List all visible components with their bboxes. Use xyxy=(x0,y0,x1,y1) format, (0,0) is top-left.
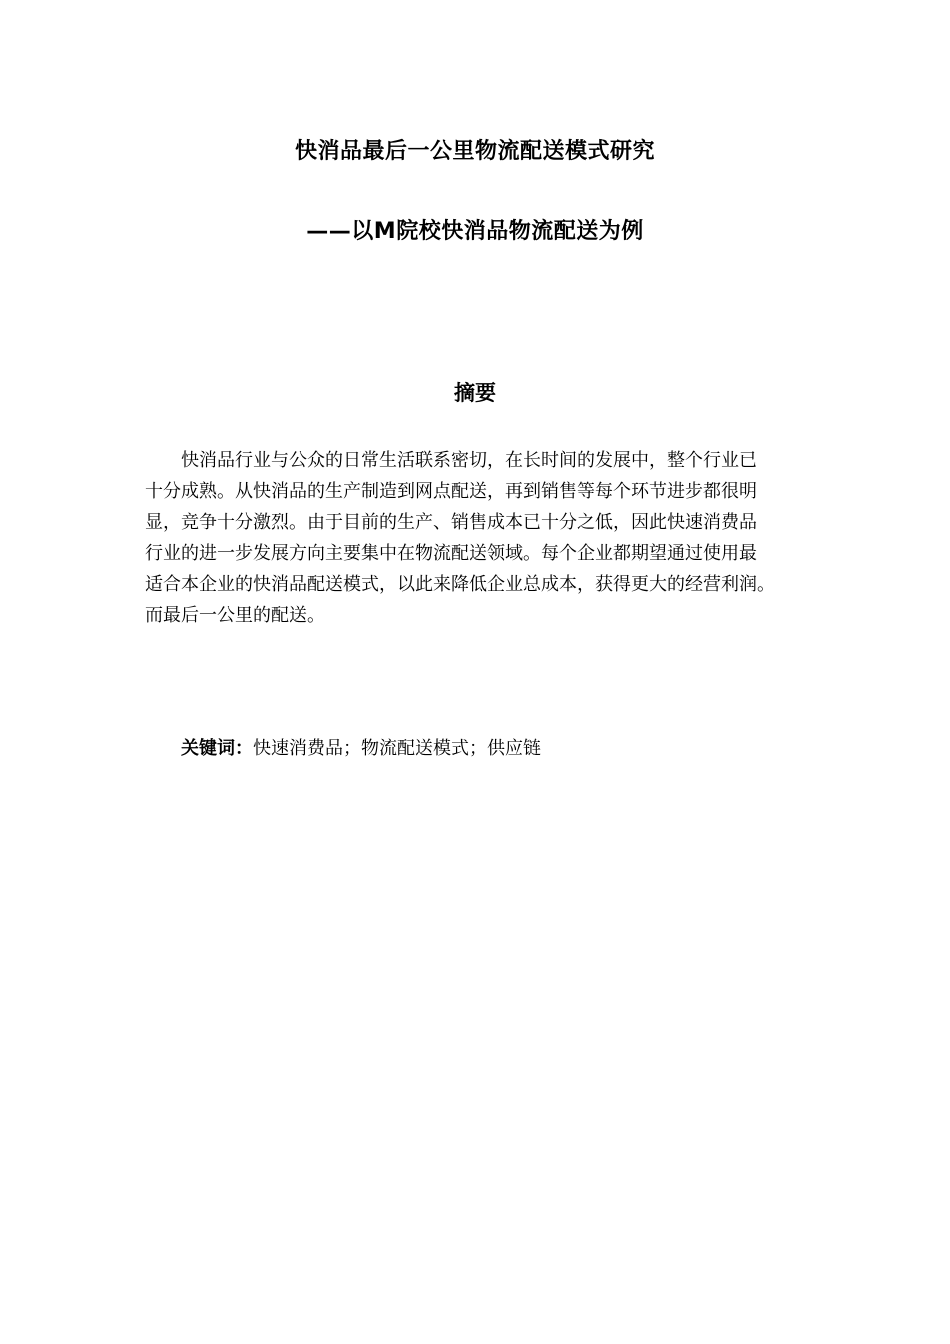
abstract-line: 显，竞争十分激烈。由于目前的生产、销售成本已十分之低，因此快速消费品 xyxy=(145,512,757,533)
abstract-line: 而最后一公里的配送。 xyxy=(145,605,325,626)
abstract-heading: 摘要 xyxy=(454,381,496,405)
abstract-line: 快消品行业与公众的日常生活联系密切，在长时间的发展中，整个行业已 xyxy=(181,450,757,471)
abstract-line: 十分成熟。从快消品的生产制造到网点配送，再到销售等每个环节进步都很明 xyxy=(145,481,757,502)
paper-subtitle: ——以M院校快消品物流配送为例 xyxy=(306,219,644,244)
abstract-line: 行业的进一步发展方向主要集中在物流配送领域。每个企业都期望通过使用最 xyxy=(145,543,757,564)
abstract-body xyxy=(145,445,825,631)
keywords xyxy=(181,735,541,763)
keywords-label: 关键词： xyxy=(181,738,253,759)
keywords-text: 快速消费品；物流配送模式；供应链 xyxy=(253,738,541,759)
paper-title: 快消品最后一公里物流配送模式研究 xyxy=(294,139,655,164)
abstract-line: 适合本企业的快消品配送模式，以此来降低企业总成本，获得更大的经营利润。 xyxy=(145,574,775,595)
